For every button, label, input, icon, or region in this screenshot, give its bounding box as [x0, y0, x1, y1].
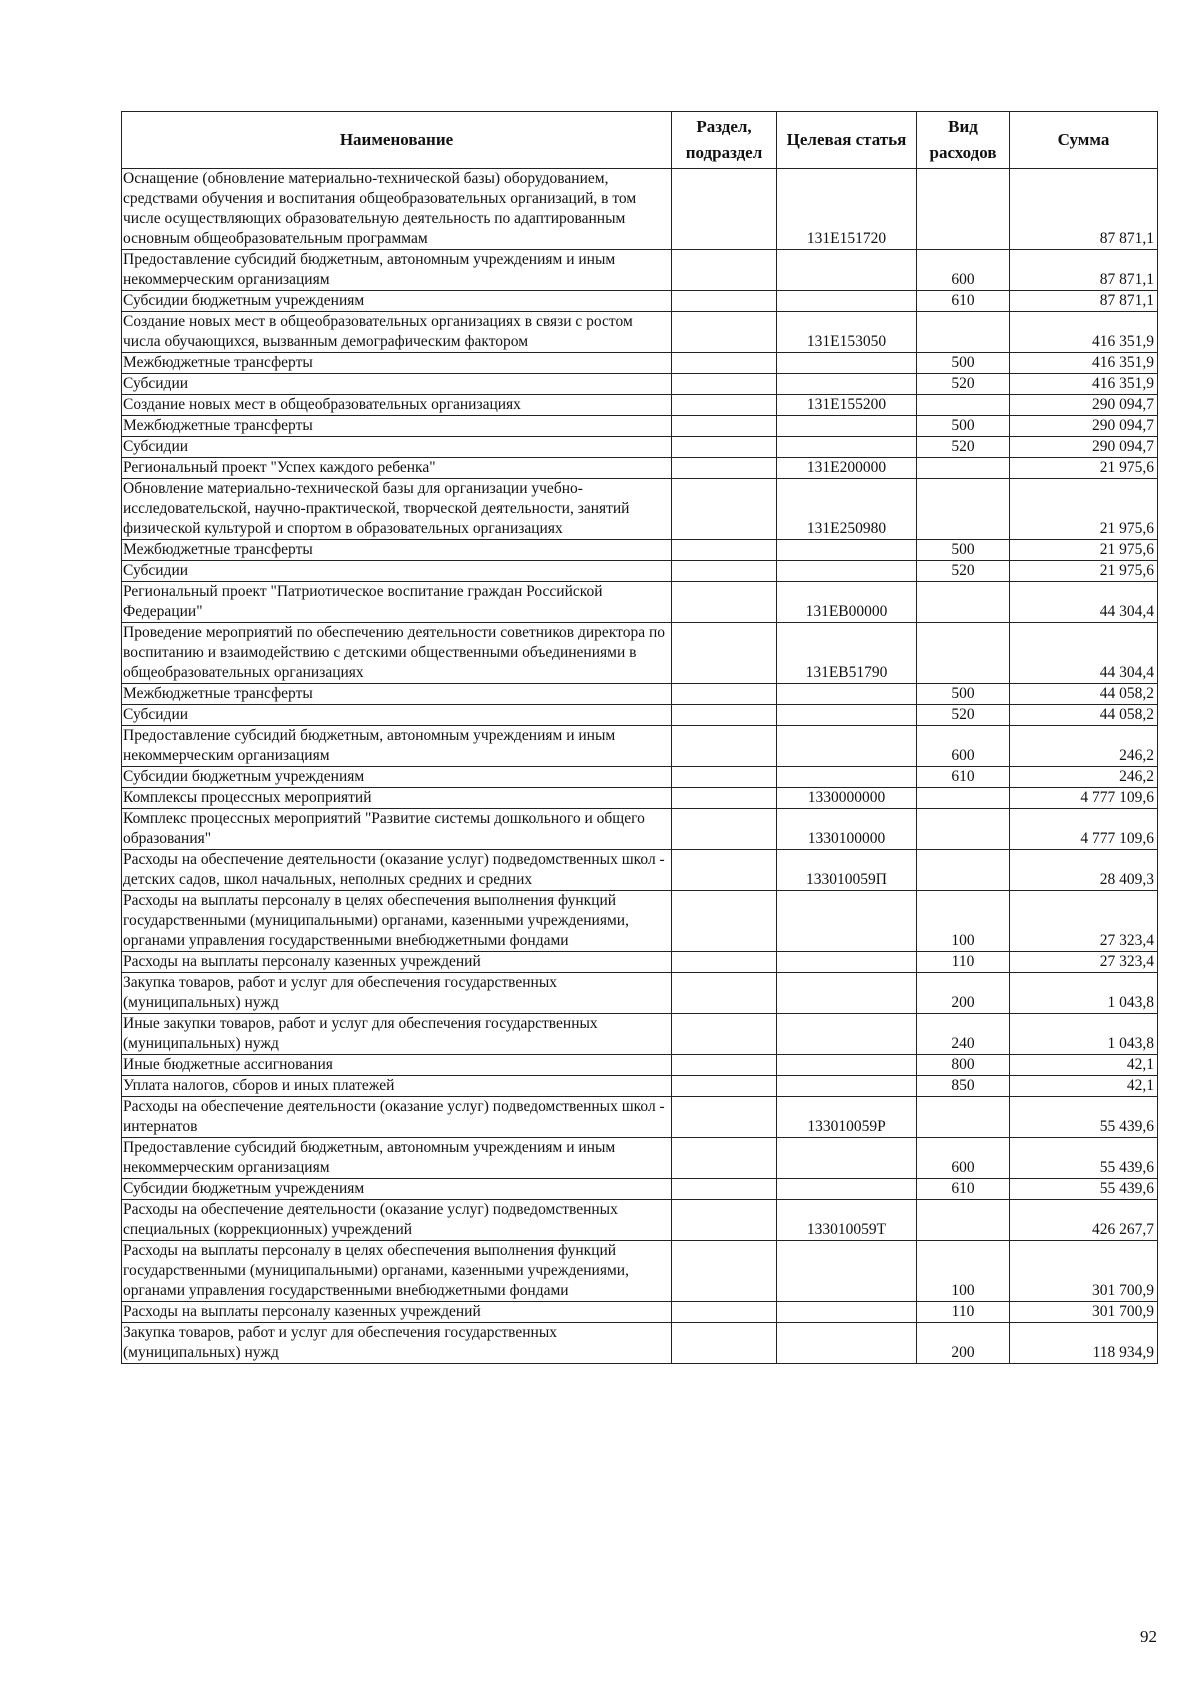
cell-kind: 850: [917, 1076, 1010, 1097]
table-row: [122, 1241, 1158, 1302]
cell-kind: [917, 582, 1010, 623]
cell-sum: 42,1: [1010, 1076, 1158, 1097]
cell-section: [672, 250, 777, 291]
cell-name: Создание новых мест в общеобразовательных организациях: [122, 395, 672, 416]
cell-target: [777, 1014, 917, 1055]
cell-sum: 21 975,6: [1010, 458, 1158, 479]
cell-kind: 110: [917, 952, 1010, 973]
cell-section: [672, 788, 777, 809]
header-kind: Вид расходов: [917, 112, 1010, 169]
cell-name: Расходы на выплаты персоналу казенных учреждений: [122, 952, 672, 973]
cell-kind: [917, 1200, 1010, 1241]
cell-section: [672, 540, 777, 561]
cell-target: 133010059П: [777, 850, 917, 891]
cell-section: [672, 582, 777, 623]
cell-target: [777, 705, 917, 726]
table-row: [122, 169, 1158, 250]
cell-name: Межбюджетные трансферты: [122, 416, 672, 437]
cell-sum: 416 351,9: [1010, 312, 1158, 353]
cell-kind: 200: [917, 1323, 1010, 1364]
cell-name: Иные закупки товаров, работ и услуг для обеспечения государственных (муниципальных) нужд: [122, 1014, 672, 1055]
cell-target: [777, 1179, 917, 1200]
cell-section: [672, 561, 777, 582]
cell-name: Расходы на выплаты персоналу в целях обеспечения выполнения функций государственными (муниципальными) органами, казенными учреждениями, органами управления государственными внебюджетными фондами: [122, 1241, 672, 1302]
table-row: [122, 850, 1158, 891]
cell-kind: [917, 312, 1010, 353]
cell-target: 131E155200: [777, 395, 917, 416]
cell-name: Субсидии бюджетным учреждениям: [122, 1179, 672, 1200]
cell-sum: 301 700,9: [1010, 1302, 1158, 1323]
cell-target: [777, 1323, 917, 1364]
table-row: [122, 767, 1158, 788]
cell-section: [672, 1200, 777, 1241]
cell-section: [672, 726, 777, 767]
cell-kind: 240: [917, 1014, 1010, 1055]
header-target: Целевая статья: [777, 112, 917, 169]
table-row: [122, 1014, 1158, 1055]
cell-section: [672, 437, 777, 458]
cell-target: [777, 1241, 917, 1302]
table-row: [122, 374, 1158, 395]
cell-sum: 55 439,6: [1010, 1097, 1158, 1138]
cell-name: Иные бюджетные ассигнования: [122, 1055, 672, 1076]
cell-kind: [917, 169, 1010, 250]
cell-name: Создание новых мест в общеобразовательных организациях в связи с ростом числа обучающихся, вызванным демографическим фактором: [122, 312, 672, 353]
cell-sum: 290 094,7: [1010, 437, 1158, 458]
cell-target: [777, 1302, 917, 1323]
cell-name: Субсидии: [122, 374, 672, 395]
header-sum: Сумма: [1010, 112, 1158, 169]
table-row: [122, 312, 1158, 353]
cell-section: [672, 395, 777, 416]
header-section: Раздел, подраздел: [672, 112, 777, 169]
cell-name: Межбюджетные трансферты: [122, 684, 672, 705]
cell-section: [672, 1076, 777, 1097]
cell-target: [777, 540, 917, 561]
cell-kind: 200: [917, 973, 1010, 1014]
cell-name: Субсидии: [122, 705, 672, 726]
cell-name: Комплекс процессных мероприятий "Развитие системы дошкольного и общего образования": [122, 809, 672, 850]
table-row: [122, 1138, 1158, 1179]
cell-kind: 520: [917, 705, 1010, 726]
cell-section: [672, 891, 777, 952]
cell-target: 131E151720: [777, 169, 917, 250]
cell-section: [672, 684, 777, 705]
cell-name: Предоставление субсидий бюджетным, автономным учреждениям и иным некоммерческим организациям: [122, 1138, 672, 1179]
cell-section: [672, 623, 777, 684]
cell-section: [672, 952, 777, 973]
cell-kind: [917, 788, 1010, 809]
cell-target: 133010059Т: [777, 1200, 917, 1241]
cell-name: Закупка товаров, работ и услуг для обеспечения государственных (муниципальных) нужд: [122, 973, 672, 1014]
table-row: [122, 479, 1158, 540]
cell-name: Предоставление субсидий бюджетным, автономным учреждениям и иным некоммерческим организациям: [122, 726, 672, 767]
cell-name: Комплексы процессных мероприятий: [122, 788, 672, 809]
table-row: [122, 705, 1158, 726]
table-row: [122, 1302, 1158, 1323]
header-row: [122, 112, 1158, 169]
cell-target: [777, 561, 917, 582]
table-row: [122, 250, 1158, 291]
cell-sum: 44 304,4: [1010, 582, 1158, 623]
cell-section: [672, 809, 777, 850]
table-header: [122, 112, 1158, 169]
cell-kind: [917, 479, 1010, 540]
cell-target: [777, 726, 917, 767]
cell-name: Региональный проект "Патриотическое воспитание граждан Российской Федерации": [122, 582, 672, 623]
cell-kind: 610: [917, 767, 1010, 788]
cell-name: Межбюджетные трансферты: [122, 353, 672, 374]
header-name: Наименование: [122, 112, 672, 169]
cell-kind: 100: [917, 891, 1010, 952]
cell-kind: 610: [917, 291, 1010, 312]
table-row: [122, 973, 1158, 1014]
cell-target: [777, 416, 917, 437]
cell-kind: 500: [917, 540, 1010, 561]
cell-section: [672, 1055, 777, 1076]
cell-name: Расходы на выплаты персоналу в целях обеспечения выполнения функций государственными (муниципальными) органами, казенными учреждениями, органами управления государственными внебюджетными фондами: [122, 891, 672, 952]
cell-name: Субсидии бюджетным учреждениям: [122, 767, 672, 788]
cell-target: 133010059Р: [777, 1097, 917, 1138]
cell-kind: [917, 458, 1010, 479]
cell-sum: 4 777 109,6: [1010, 809, 1158, 850]
cell-sum: 246,2: [1010, 767, 1158, 788]
table-row: [122, 582, 1158, 623]
table-row: [122, 437, 1158, 458]
cell-target: 1330100000: [777, 809, 917, 850]
cell-kind: 500: [917, 416, 1010, 437]
cell-target: 1330000000: [777, 788, 917, 809]
cell-sum: 1 043,8: [1010, 1014, 1158, 1055]
cell-section: [672, 1179, 777, 1200]
cell-target: 131E200000: [777, 458, 917, 479]
cell-sum: 1 043,8: [1010, 973, 1158, 1014]
table-row: [122, 788, 1158, 809]
table-row: [122, 684, 1158, 705]
cell-kind: 110: [917, 1302, 1010, 1323]
cell-sum: 55 439,6: [1010, 1179, 1158, 1200]
cell-sum: 55 439,6: [1010, 1138, 1158, 1179]
cell-section: [672, 291, 777, 312]
cell-kind: [917, 850, 1010, 891]
cell-sum: 42,1: [1010, 1055, 1158, 1076]
cell-section: [672, 374, 777, 395]
cell-sum: 246,2: [1010, 726, 1158, 767]
cell-target: [777, 952, 917, 973]
cell-kind: 500: [917, 353, 1010, 374]
cell-sum: 301 700,9: [1010, 1241, 1158, 1302]
table-row: [122, 561, 1158, 582]
cell-name: Закупка товаров, работ и услуг для обеспечения государственных (муниципальных) нужд: [122, 1323, 672, 1364]
cell-name: Уплата налогов, сборов и иных платежей: [122, 1076, 672, 1097]
cell-sum: 290 094,7: [1010, 416, 1158, 437]
cell-section: [672, 767, 777, 788]
cell-name: Субсидии бюджетным учреждениям: [122, 291, 672, 312]
cell-target: [777, 973, 917, 1014]
table-row: [122, 891, 1158, 952]
cell-name: Региональный проект "Успех каждого ребенка": [122, 458, 672, 479]
cell-kind: 800: [917, 1055, 1010, 1076]
cell-target: [777, 374, 917, 395]
cell-sum: 4 777 109,6: [1010, 788, 1158, 809]
table-row: [122, 458, 1158, 479]
cell-sum: 416 351,9: [1010, 353, 1158, 374]
cell-sum: 27 323,4: [1010, 891, 1158, 952]
cell-sum: 426 267,7: [1010, 1200, 1158, 1241]
cell-target: [777, 291, 917, 312]
cell-target: [777, 437, 917, 458]
table-row: [122, 1097, 1158, 1138]
cell-name: Расходы на обеспечение деятельности (оказание услуг) подведомственных школ - интернатов: [122, 1097, 672, 1138]
table-row: [122, 1076, 1158, 1097]
cell-section: [672, 479, 777, 540]
cell-section: [672, 1097, 777, 1138]
cell-kind: 600: [917, 1138, 1010, 1179]
cell-name: Оснащение (обновление материально-технической базы) оборудованием, средствами обучения и воспитания общеобразовательных организаций, в том числе осуществляющих образовательную деятельность по адаптированным основным общеобразовательным программам: [122, 169, 672, 250]
table-row: [122, 952, 1158, 973]
cell-kind: 100: [917, 1241, 1010, 1302]
cell-section: [672, 1138, 777, 1179]
cell-name: Предоставление субсидий бюджетным, автономным учреждениям и иным некоммерческим организациям: [122, 250, 672, 291]
table-row: [122, 1055, 1158, 1076]
cell-target: 131E250980: [777, 479, 917, 540]
cell-sum: 21 975,6: [1010, 479, 1158, 540]
cell-target: [777, 684, 917, 705]
cell-target: 131EB51790: [777, 623, 917, 684]
cell-section: [672, 458, 777, 479]
cell-sum: 21 975,6: [1010, 561, 1158, 582]
cell-kind: 610: [917, 1179, 1010, 1200]
cell-name: Субсидии: [122, 561, 672, 582]
cell-kind: 520: [917, 374, 1010, 395]
table-row: [122, 726, 1158, 767]
cell-section: [672, 1323, 777, 1364]
table-row: [122, 291, 1158, 312]
cell-target: [777, 250, 917, 291]
cell-sum: 118 934,9: [1010, 1323, 1158, 1364]
cell-sum: 21 975,6: [1010, 540, 1158, 561]
table-row: [122, 416, 1158, 437]
cell-kind: [917, 809, 1010, 850]
cell-sum: 44 304,4: [1010, 623, 1158, 684]
cell-kind: 520: [917, 437, 1010, 458]
cell-target: [777, 1076, 917, 1097]
cell-section: [672, 1014, 777, 1055]
cell-sum: 290 094,7: [1010, 395, 1158, 416]
cell-sum: 28 409,3: [1010, 850, 1158, 891]
cell-section: [672, 353, 777, 374]
table-row: [122, 809, 1158, 850]
cell-name: Расходы на обеспечение деятельности (оказание услуг) подведомственных школ - детских садов, школ начальных, неполных средних и средних: [122, 850, 672, 891]
cell-section: [672, 1302, 777, 1323]
cell-name: Проведение мероприятий по обеспечению деятельности советников директора по воспитанию и взаимодействию с детскими общественными объединениями в общеобразовательных организациях: [122, 623, 672, 684]
cell-section: [672, 973, 777, 1014]
cell-target: 131E153050: [777, 312, 917, 353]
cell-section: [672, 850, 777, 891]
page-number: 92: [1140, 1627, 1157, 1646]
cell-kind: [917, 1097, 1010, 1138]
cell-target: [777, 1055, 917, 1076]
cell-section: [672, 705, 777, 726]
cell-sum: 416 351,9: [1010, 374, 1158, 395]
cell-target: [777, 891, 917, 952]
table-body: [122, 169, 1158, 1364]
cell-kind: 600: [917, 250, 1010, 291]
cell-section: [672, 416, 777, 437]
cell-sum: 44 058,2: [1010, 684, 1158, 705]
cell-sum: 87 871,1: [1010, 169, 1158, 250]
table-row: [122, 395, 1158, 416]
cell-kind: [917, 623, 1010, 684]
cell-sum: 44 058,2: [1010, 705, 1158, 726]
cell-target: [777, 353, 917, 374]
cell-sum: 87 871,1: [1010, 291, 1158, 312]
cell-kind: 520: [917, 561, 1010, 582]
table-row: [122, 1323, 1158, 1364]
table-row: [122, 623, 1158, 684]
cell-kind: [917, 395, 1010, 416]
cell-name: Субсидии: [122, 437, 672, 458]
cell-target: 131EB00000: [777, 582, 917, 623]
cell-sum: 87 871,1: [1010, 250, 1158, 291]
cell-section: [672, 1241, 777, 1302]
cell-name: Межбюджетные трансферты: [122, 540, 672, 561]
cell-section: [672, 169, 777, 250]
cell-kind: 600: [917, 726, 1010, 767]
cell-sum: 27 323,4: [1010, 952, 1158, 973]
cell-target: [777, 767, 917, 788]
cell-name: Расходы на выплаты персоналу казенных учреждений: [122, 1302, 672, 1323]
cell-name: Обновление материально-технической базы для организации учебно-исследовательской, научно-практической, творческой деятельности, занятий физической культурой и спортом в образовательных организациях: [122, 479, 672, 540]
table-row: [122, 353, 1158, 374]
table-row: [122, 540, 1158, 561]
cell-kind: 500: [917, 684, 1010, 705]
table-row: [122, 1200, 1158, 1241]
cell-name: Расходы на обеспечение деятельности (оказание услуг) подведомственных специальных (коррекционных) учреждений: [122, 1200, 672, 1241]
cell-target: [777, 1138, 917, 1179]
table-row: [122, 1179, 1158, 1200]
budget-table: [121, 111, 1158, 1364]
cell-section: [672, 312, 777, 353]
